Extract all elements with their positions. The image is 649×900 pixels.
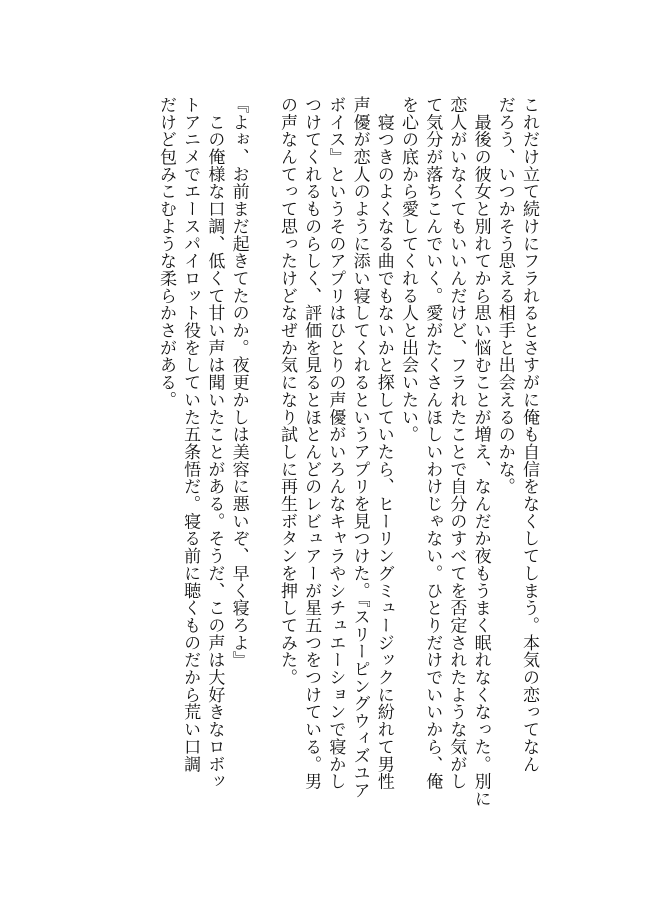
text-line: 『よぉ、お前まだ起きてたのか。夜更かしは美容に悪いぞ、早く寝ろよ』 bbox=[228, 96, 249, 669]
text-line: この俺様な口調、低くて甘い声は聞いたことがある。そうだ、この声は大好きなロボッ bbox=[204, 96, 225, 790]
text-line: トアニメでエースパイロット役をしていた五条悟だ。寝る前に聴くものだから荒い口調 bbox=[180, 96, 201, 773]
text-line: て気分が落ちこんでいく。愛がたくさんほしいわけじゃない。ひとりだけでいいから、俺 bbox=[422, 96, 443, 790]
text-line: ボイス』というそのアプリはひとりの声優がいろんなキャラやシチュエーションで寝かし bbox=[325, 96, 346, 790]
text-line: だけど包みこむような柔らかさがある。 bbox=[155, 96, 176, 409]
text-line: つけてくれるものらしく、評価を見るとほとんどのレビュアーが星五つをつけている。男 bbox=[301, 96, 322, 790]
text-line: だろう、いつかそう思える相手と出会えるのかな。 bbox=[494, 96, 515, 496]
text-line: 恋人がいなくてもいいんだけど、フラれたことで自分のすべてを否定されたような気がし bbox=[446, 96, 467, 790]
text-line: 寝つきのよくなる曲でもないかと探していたら、ヒーリングミュージックに紛れて男性 bbox=[373, 96, 394, 790]
text-line: これだけ立て続けにフラれるとさすがに俺も自信をなくしてしまう。本気の恋ってなん bbox=[519, 96, 539, 773]
vertical-text-body bbox=[154, 96, 541, 811]
text-line: の声なんてって思ったけどなぜか気になり試しに再生ボタンを押してみた。 bbox=[276, 96, 297, 686]
text-line: 声優が恋人のように添い寝してくれるというアプリを見つけた。『スリーピングウィズユア bbox=[349, 96, 370, 799]
blank-line bbox=[251, 96, 275, 811]
text-line: 最後の彼女と別れてから思い悩むことが増え、なんだか夜もうまく眠れなくなった。別に bbox=[470, 96, 491, 808]
text-line: を心の底から愛してくれる人と出会いたい。 bbox=[397, 96, 418, 443]
